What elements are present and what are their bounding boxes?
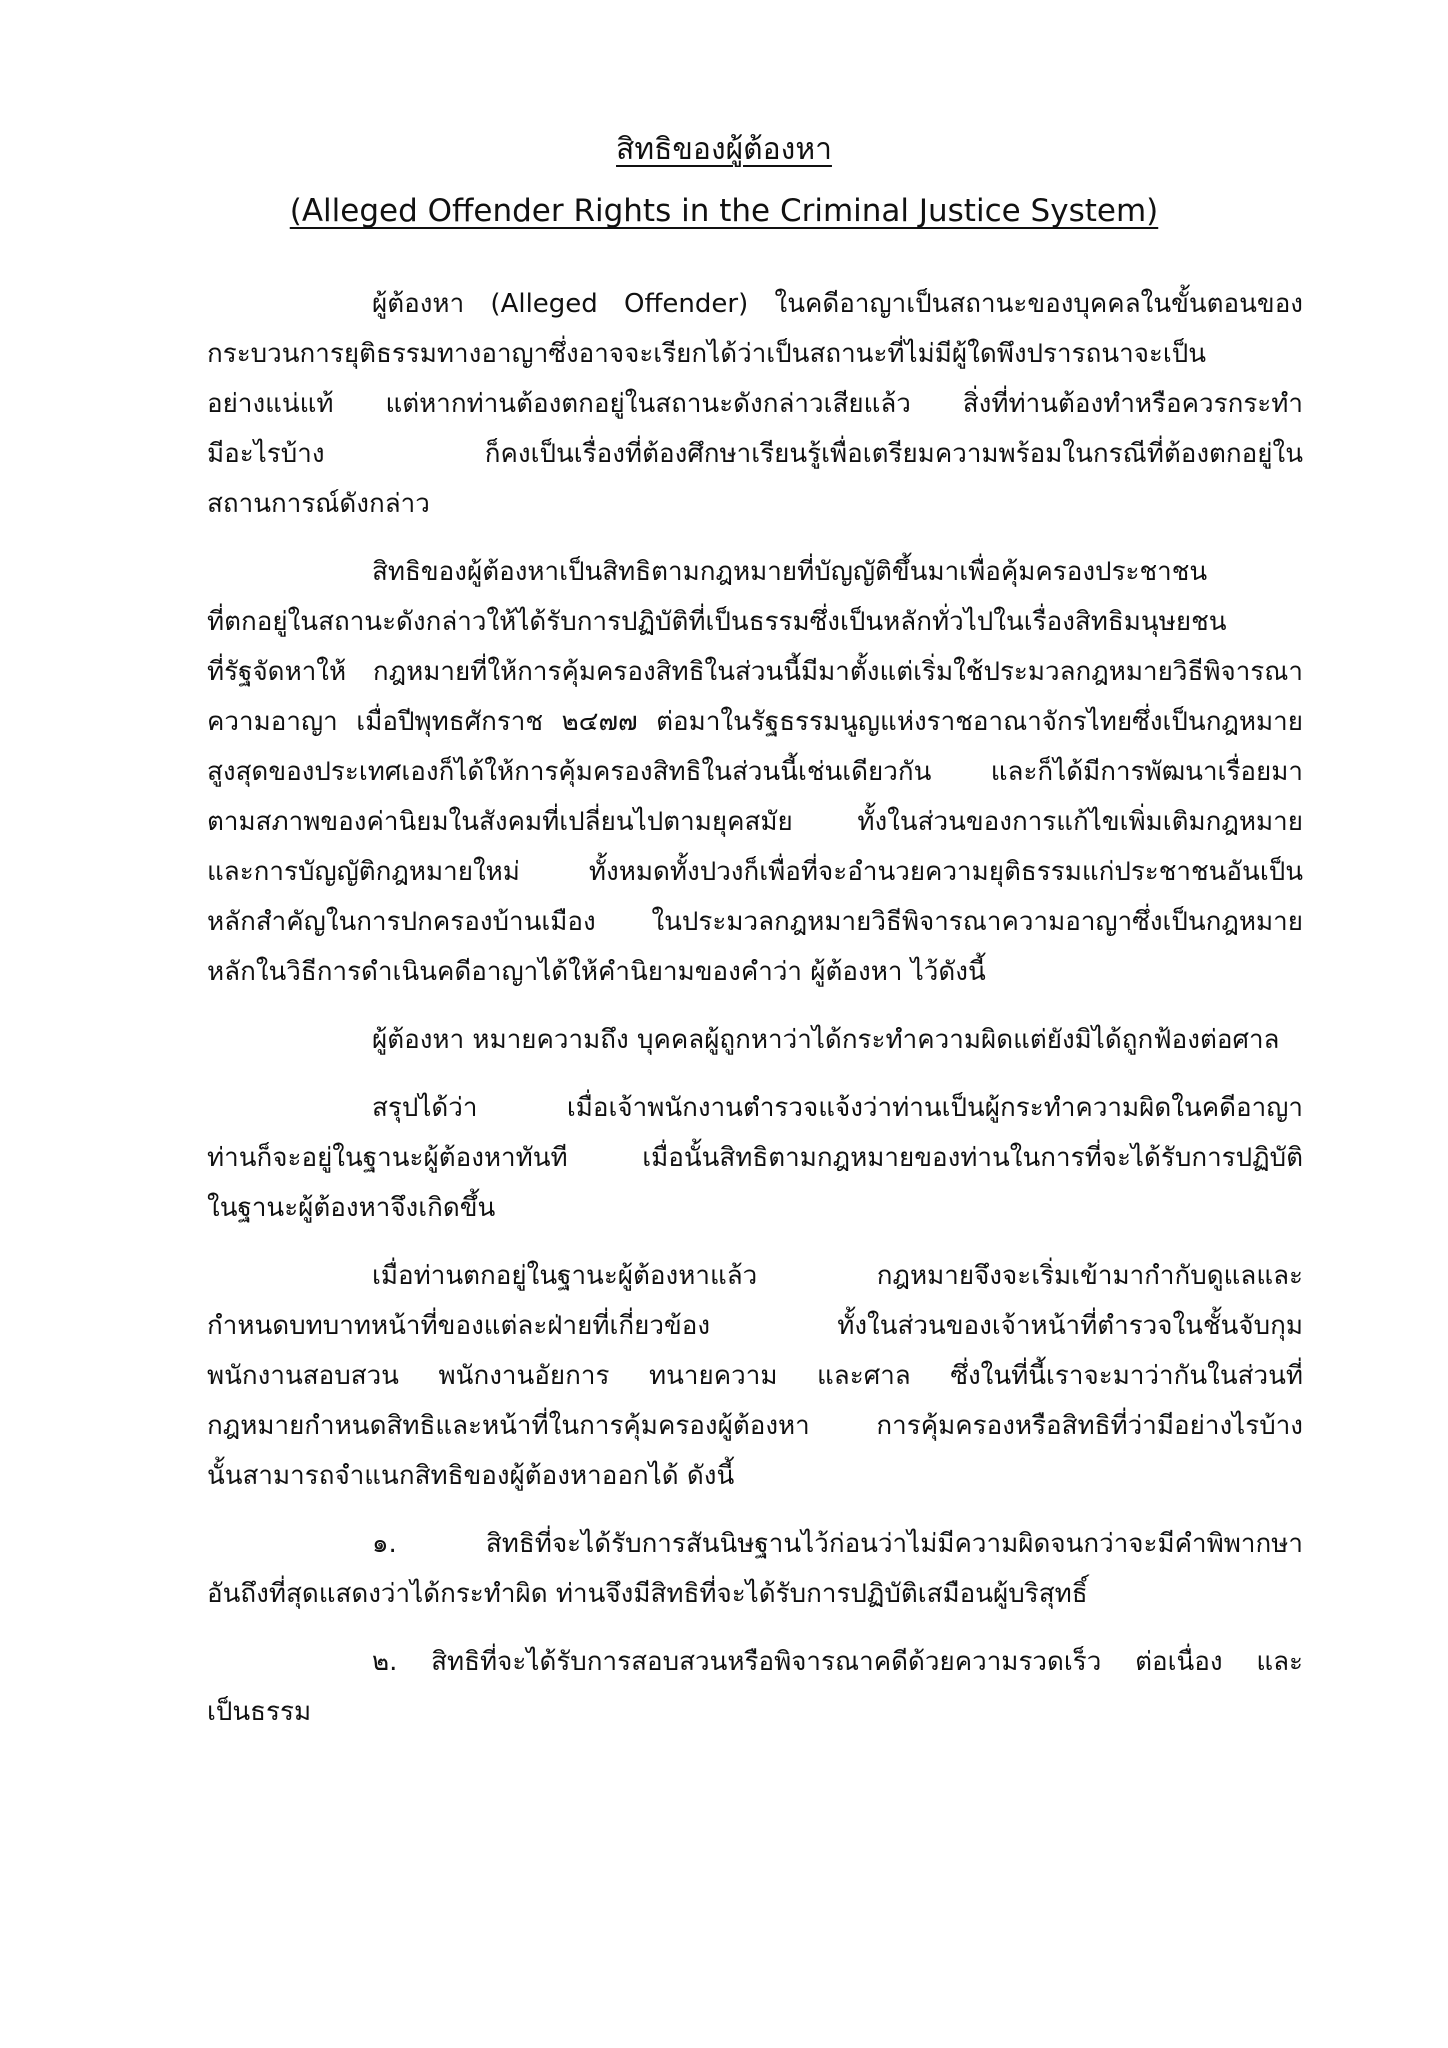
text-line: กระบวนการยุติธรรมทางอาญาซึ่งอาจจะเรียกได้ว่าเป็นสถานะที่ไม่มีผู้ใดพึงปรารถนาจะเป็น: [207, 339, 1207, 369]
text-line: ในฐานะผู้ต้องหาจึงเกิดขึ้น: [207, 1193, 496, 1223]
paragraph: [207, 1083, 1303, 1233]
text-line: ความอาญา เมื่อปีพุทธศักราช ๒๔๗๗ ต่อมาในรัฐธรรมนูญแห่งราชอาณาจักรไทยซึ่งเป็นกฎหมาย: [207, 707, 1303, 737]
text-line: กฎหมายกำหนดสิทธิและหน้าที่ในการคุ้มครองผู้ต้องหา การคุ้มครองหรือสิทธิที่ว่ามีอย่างไรบ้าง: [207, 1411, 1303, 1441]
text-line: ผู้ต้องหา หมายความถึง บุคคลผู้ถูกหาว่าได้กระทำความผิดแต่ยังมิได้ถูกฟ้องต่อศาล: [372, 1025, 1280, 1055]
text-line: ที่รัฐจัดหาให้ กฎหมายที่ให้การคุ้มครองสิทธิในส่วนนี้มีมาตั้งแต่เริ่มใช้ประมวลกฎหมายวิธีพิจารณา: [207, 657, 1303, 687]
text-line: สถานการณ์ดังกล่าว: [207, 489, 430, 519]
document-body: [207, 279, 1303, 1737]
list-item: [207, 1519, 1303, 1619]
text-line: เมื่อท่านตกอยู่ในฐานะผู้ต้องหาแล้ว กฎหมายจึงจะเริ่มเข้ามากำกับดูแลและ: [372, 1261, 1303, 1291]
text-line: นั้นสามารถจำแนกสิทธิของผู้ต้องหาออกได้ ดังนี้: [207, 1461, 735, 1491]
text-line: หลักในวิธีการดำเนินคดีอาญาได้ให้คำนิยามของคำว่า ผู้ต้องหา ไว้ดังนี้: [207, 957, 986, 987]
text-line: มีอะไรบ้าง ก็คงเป็นเรื่องที่ต้องศึกษาเรียนรู้เพื่อเตรียมความพร้อมในกรณีที่ต้องตกอยู่ใน: [207, 439, 1303, 469]
text-line: ที่ตกอยู่ในสถานะดังกล่าวให้ได้รับการปฏิบัติที่เป็นธรรมซึ่งเป็นหลักทั่วไปในเรื่องสิทธิมนุษยชน: [207, 607, 1227, 637]
text-line: เป็นธรรม: [207, 1697, 312, 1727]
text-line: และการบัญญัติกฎหมายใหม่ ทั้งหมดทั้งปวงก็เพื่อที่จะอำนวยความยุติธรรมแก่ประชาชนอันเป็น: [207, 857, 1303, 887]
text-line: หลักสำคัญในการปกครองบ้านเมือง ในประมวลกฎหมายวิธีพิจารณาความอาญาซึ่งเป็นกฎหมาย: [207, 907, 1303, 937]
text-line: กำหนดบทบาทหน้าที่ของแต่ละฝ่ายที่เกี่ยวข้อง ทั้งในส่วนของเจ้าหน้าที่ตำรวจในชั้นจับกุม: [207, 1311, 1303, 1341]
document-title-thai: สิทธิของผู้ต้องหา: [616, 132, 832, 167]
text-line: อันถึงที่สุดแสดงว่าได้กระทำผิด ท่านจึงมีสิทธิที่จะได้รับการปฏิบัติเสมือนผู้บริสุทธิ์: [207, 1579, 1088, 1609]
paragraph: [207, 279, 1303, 529]
text-line: สรุปได้ว่า เมื่อเจ้าพนักงานตำรวจแจ้งว่าท่านเป็นผู้กระทำความผิดในคดีอาญา: [372, 1093, 1303, 1123]
document-title-english: (Alleged Offender Rights in the Criminal Justice System): [289, 193, 1159, 229]
text-line: ๒. สิทธิที่จะได้รับการสอบสวนหรือพิจารณาคดีด้วยความรวดเร็ว ต่อเนื่อง และ: [372, 1647, 1303, 1677]
text-line: ท่านก็จะอยู่ในฐานะผู้ต้องหาทันที เมื่อนั้นสิทธิตามกฎหมายของท่านในการที่จะได้รับการปฏิบัติ: [207, 1143, 1303, 1173]
text-line: สูงสุดของประเทศเองก็ได้ให้การคุ้มครองสิทธิในส่วนนี้เช่นเดียวกัน และก็ได้มีการพัฒนาเรื่อยมา: [207, 757, 1303, 787]
text-line: พนักงานสอบสวน พนักงานอัยการ ทนายความ และศาล ซึ่งในที่นี้เราจะมาว่ากันในส่วนที่: [207, 1361, 1303, 1391]
text-line: ๑. สิทธิที่จะได้รับการสันนิษฐานไว้ก่อนว่าไม่มีความผิดจนกว่าจะมีคำพิพากษา: [372, 1529, 1303, 1559]
list-item: [207, 1637, 1303, 1737]
text-line: สิทธิของผู้ต้องหาเป็นสิทธิตามกฎหมายที่บัญญัติขึ้นมาเพื่อคุ้มครองประชาชน: [372, 557, 1208, 587]
paragraph: [207, 1015, 1303, 1065]
text-line: อย่างแน่แท้ แต่หากท่านต้องตกอยู่ในสถานะดังกล่าวเสียแล้ว สิ่งที่ท่านต้องทำหรือควรกระทำ: [207, 389, 1303, 419]
text-line: ผู้ต้องหา (Alleged Offender) ในคดีอาญาเป็นสถานะของบุคคลในขั้นตอนของ: [372, 289, 1303, 319]
paragraph: [207, 547, 1303, 997]
text-line: ตามสภาพของค่านิยมในสังคมที่เปลี่ยนไปตามยุคสมัย ทั้งในส่วนของการแก้ไขเพิ่มเติมกฎหมาย: [207, 807, 1303, 837]
paragraph: [207, 1251, 1303, 1501]
